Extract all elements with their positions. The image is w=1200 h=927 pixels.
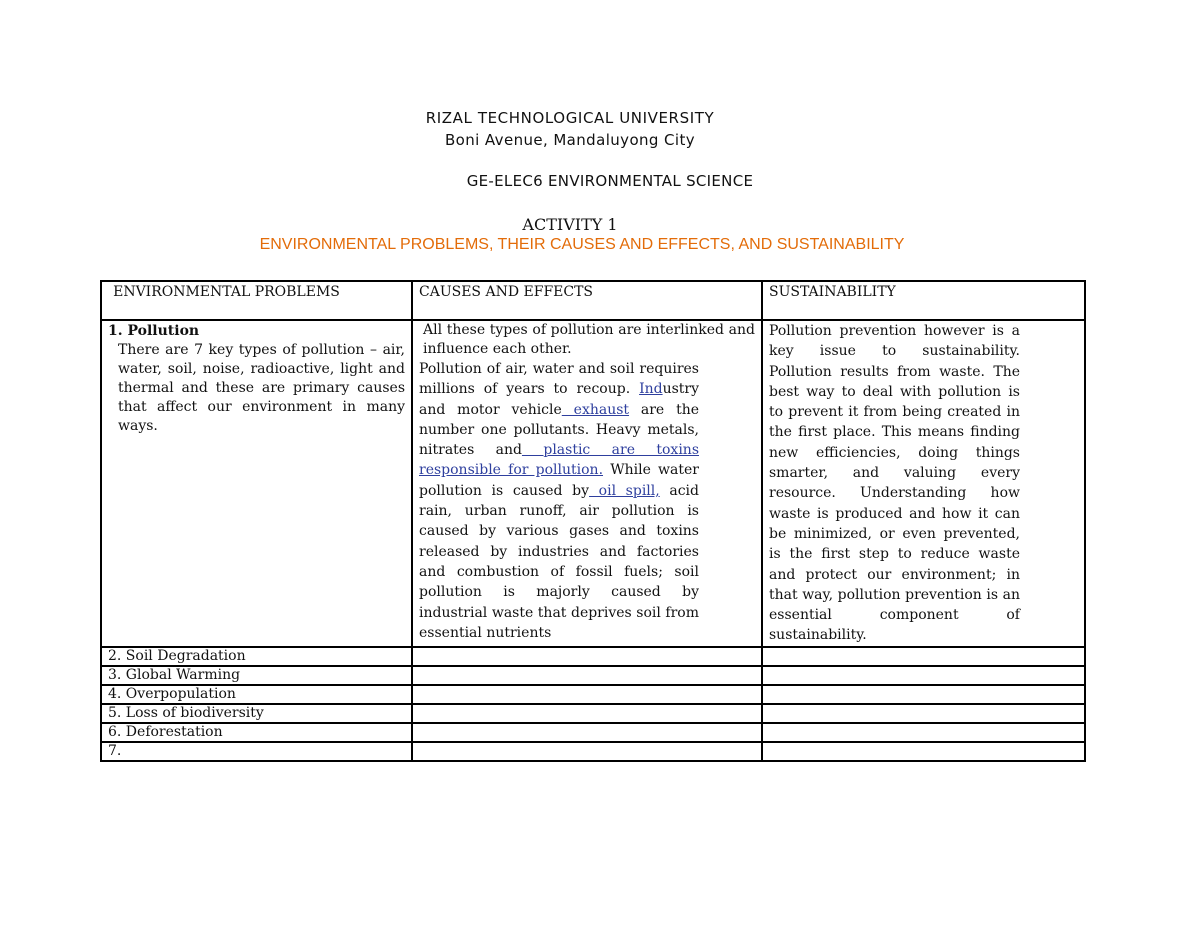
causes-text: ustry and motor vehicle	[419, 381, 700, 418]
causes-paragraph-2	[419, 359, 755, 643]
problem-title: 1. Pollution	[108, 323, 200, 339]
empty-cell	[762, 666, 1085, 685]
problem-cell	[101, 320, 412, 647]
plastic-toxins-link[interactable]: plastic are toxins responsible for pollution.	[419, 442, 699, 479]
problem-cell: 3. Global Warming	[101, 666, 412, 685]
activity-table	[100, 280, 1086, 762]
table-row	[101, 742, 1085, 761]
problem-description: There are 7 key types of pollution – air, water, soil, noise, radioactive, light and thermal and these are primary causes that affect our environment in many ways.	[118, 342, 405, 435]
causes-paragraph-1: All these types of pollution are interlinked and influence each other.	[423, 322, 755, 357]
problem-cell: 5. Loss of biodiversity	[101, 704, 412, 723]
table-row	[101, 723, 1085, 742]
university-name: RIZAL TECHNOLOGICAL UNIVERSITY	[425, 109, 715, 127]
empty-cell	[412, 685, 762, 704]
table-row	[101, 704, 1085, 723]
causes-text: acid rain, urban runoff, air pollution is caused by various gases and toxins released by industries and factories and combustion of fossil fuels; soil pollution is majorly caused by industrial waste that deprives soil from essential nutrients	[419, 482, 699, 641]
column-header-label: SUSTAINABILITY	[769, 284, 896, 300]
empty-cell	[412, 723, 762, 742]
column-header-sustainability	[762, 281, 1085, 320]
university-address: Boni Avenue, Mandaluyong City	[444, 131, 696, 149]
table-row	[101, 666, 1085, 685]
column-header-label: ENVIRONMENTAL PROBLEMS	[113, 284, 340, 300]
problem-cell: 4. Overpopulation	[101, 685, 412, 704]
activity-title: ENVIRONMENTAL PROBLEMS, THEIR CAUSES AND EFFECTS, AND SUSTAINABILITY	[259, 236, 905, 253]
course-title: GE-ELEC6 ENVIRONMENTAL SCIENCE	[466, 172, 754, 190]
table-row	[101, 647, 1085, 666]
sustainability-cell	[762, 320, 1085, 647]
empty-cell	[412, 742, 762, 761]
exhaust-link[interactable]: exhaust	[561, 401, 630, 418]
empty-cell	[412, 704, 762, 723]
activity-label: ACTIVITY 1	[522, 215, 618, 234]
problem-cell: 7.	[101, 742, 412, 761]
causes-text: While water pollution is caused by	[419, 462, 699, 499]
empty-cell	[762, 685, 1085, 704]
empty-cell	[762, 647, 1085, 666]
column-header-causes	[412, 281, 762, 320]
causes-text: Pollution of air, water and soil requires millions of years to recoup.	[419, 361, 699, 398]
problem-cell: 6. Deforestation	[101, 723, 412, 742]
industry-link[interactable]: Ind	[639, 381, 663, 398]
table-row-pollution	[101, 320, 1085, 647]
sustainability-text: Pollution prevention however is a key issue to sustainability. Pollution results from waste. The best way to deal with pollution is to prevent it from being created in the first place. This means finding new efficiencies, doing things smarter, and valuing every resource. Understanding how waste is produced and how it can be minimized, or even prevented, is the first step to reduce waste and protect our environment; in that way, pollution prevention is an essential component of sustainability.	[769, 323, 1020, 644]
empty-cell	[412, 647, 762, 666]
empty-cell	[762, 704, 1085, 723]
table-header-row	[101, 281, 1085, 320]
empty-cell	[412, 666, 762, 685]
column-header-label: CAUSES AND EFFECTS	[419, 284, 594, 300]
causes-effects-cell	[412, 320, 762, 647]
table-row	[101, 685, 1085, 704]
empty-cell	[762, 742, 1085, 761]
causes-text: are the number one pollutants. Heavy metals, nitrates and	[419, 401, 700, 459]
empty-cell	[762, 723, 1085, 742]
oil-spill-link[interactable]: oil spill,	[589, 482, 660, 499]
column-header-problems	[101, 281, 412, 320]
problem-cell: 2. Soil Degradation	[101, 647, 412, 666]
